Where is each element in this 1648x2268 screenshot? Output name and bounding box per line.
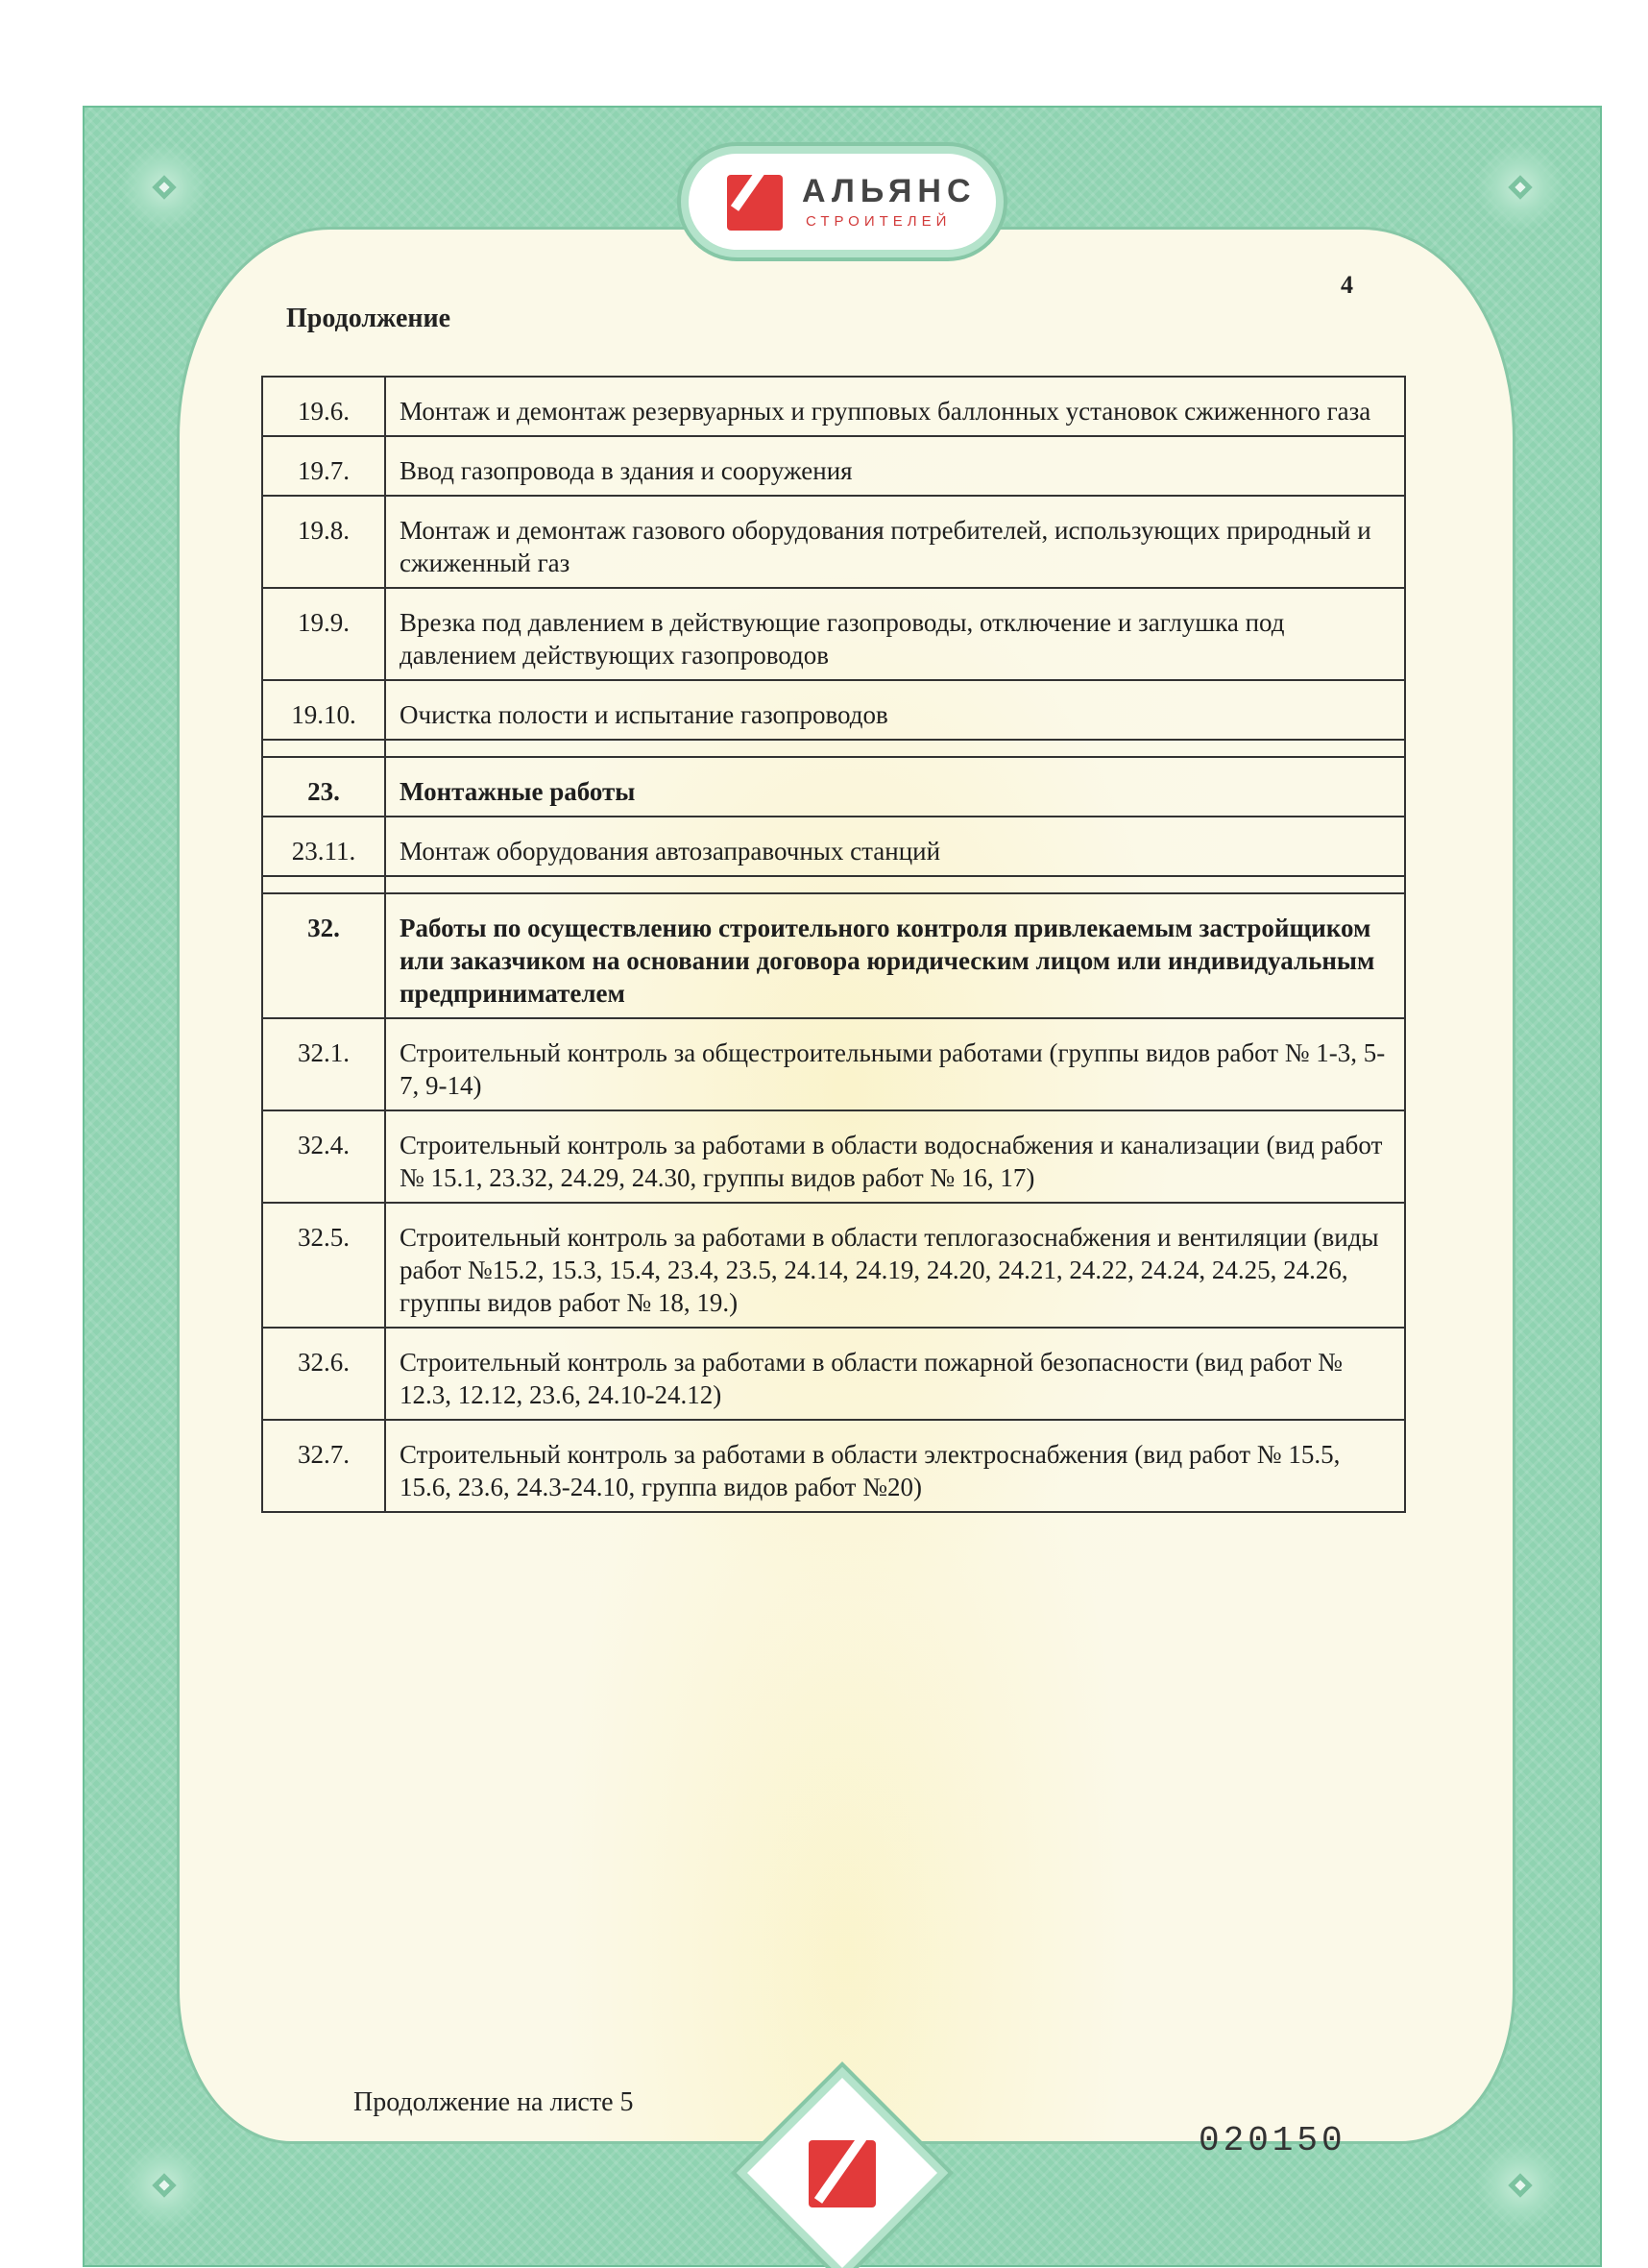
table-row [262,377,1405,436]
table-spacer-row [262,740,1405,757]
work-code: 32.4. [262,1110,385,1203]
section-code: 32. [262,893,385,1018]
work-code: 19.7. [262,436,385,496]
table-row [262,588,1405,680]
table-section-row [262,757,1405,817]
table-row [262,1420,1405,1512]
work-code: 23.11. [262,817,385,876]
table-row [262,436,1405,496]
table-row [262,1110,1405,1203]
brand-mark-icon [809,2140,876,2207]
table-row [262,1203,1405,1328]
brand-mark-icon [727,175,783,231]
table-row [262,496,1405,588]
work-code: 32.7. [262,1420,385,1512]
work-code: 19.9. [262,588,385,680]
serial-number: 020150 [1199,2121,1346,2160]
footer-continuation-note: Продолжение на листе 5 [353,2087,634,2117]
work-description: Монтаж и демонтаж резервуарных и групповых баллонных установок сжиженного газа [385,377,1405,436]
brand-logo [689,154,996,250]
table-row [262,1018,1405,1110]
work-description: Строительный контроль за работами в области теплогазоснабжения и вентиляции (виды работ №15.2, 15.3, 15.4, 23.4, 23.5, 24.14, 24.19, 24.20, 24.21, 24.22, 24.24, 24.25, 24.26, группы видов работ № 18, 19.) [385,1203,1405,1328]
work-code: 19.10. [262,680,385,740]
work-description: Очистка полости и испытание газопроводов [385,680,1405,740]
table-section-row [262,893,1405,1018]
work-description: Строительный контроль за работами в области водоснабжения и канализации (вид работ № 15.1, 23.32, 24.29, 24.30, группы видов работ № 16, 17) [385,1110,1405,1203]
work-description: Врезка под давлением в действующие газопроводы, отключение и заглушка под давлением действующих газопроводов [385,588,1405,680]
corner-ornament-bottom-right [1477,2142,1563,2229]
work-code: 32.5. [262,1203,385,1328]
works-table [261,376,1406,1513]
table-row [262,817,1405,876]
work-description: Ввод газопровода в здания и сооружения [385,436,1405,496]
work-code: 32.6. [262,1328,385,1420]
work-code: 19.8. [262,496,385,588]
continuation-heading: Продолжение [286,304,451,333]
section-title: Работы по осуществлению строительного контроля привлекаемым застройщиком или заказчиком на основании договора юридическим лицом или индивидуальным предпринимателем [385,893,1405,1018]
brand-subtitle: СТРОИТЕЛЕЙ [806,213,952,230]
table-row [262,1328,1405,1420]
work-description: Монтаж оборудования автозаправочных станций [385,817,1405,876]
table-spacer-row [262,876,1405,893]
work-code: 32.1. [262,1018,385,1110]
corner-ornament-top-left [121,144,207,231]
work-description: Строительный контроль за работами в области пожарной безопасности (вид работ № 12.3, 12.12, 23.6, 24.10-24.12) [385,1328,1405,1420]
work-description: Строительный контроль за работами в области электроснабжения (вид работ № 15.5, 15.6, 23.6, 24.3-24.10, группа видов работ №20) [385,1420,1405,1512]
work-code: 19.6. [262,377,385,436]
work-description: Строительный контроль за общестроительными работами (группы видов работ № 1-3, 5-7, 9-14) [385,1018,1405,1110]
table-row [262,680,1405,740]
page-number: 4 [1341,271,1353,299]
brand-name: АЛЬЯНС [802,173,977,209]
section-title: Монтажные работы [385,757,1405,817]
work-description: Монтаж и демонтаж газового оборудования потребителей, использующих природный и сжиженный газ [385,496,1405,588]
corner-ornament-top-right [1477,144,1563,231]
corner-ornament-bottom-left [121,2142,207,2229]
section-code: 23. [262,757,385,817]
